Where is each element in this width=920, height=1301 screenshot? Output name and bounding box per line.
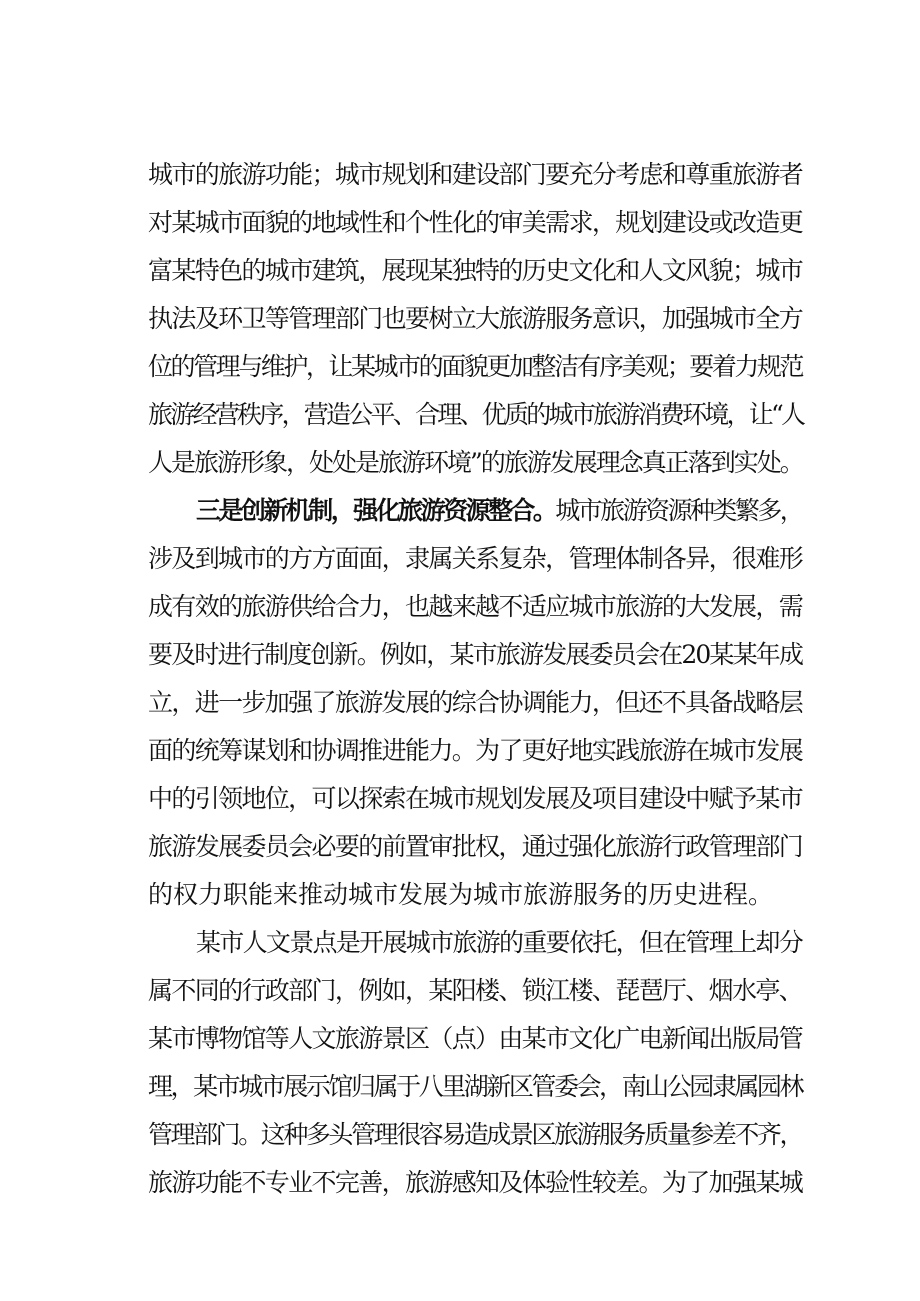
paragraph-2-line-1	[196, 491, 802, 531]
paragraph-3-line-3: 某市博物馆等人文旅游景区（点）由某市文化广电新闻出版局管	[148, 1024, 802, 1053]
paragraph-1-line-1: 城市的旅游功能；城市规划和建设部门要充分考虑和尊重旅游者	[148, 160, 802, 189]
paragraph-3-line-4: 理，某市城市展示馆归属于八里湖新区管委会，南山公园隶属园林	[148, 1072, 802, 1101]
paragraph-2-line-7: 中的引领地位，可以探索在城市规划发展及项目建设中赋予某市	[148, 784, 802, 813]
paragraph-2-line-8: 旅游发展委员会必要的前置审批权，通过强化旅游行政管理部门	[148, 832, 802, 861]
paragraph-1-line-5: 位的管理与维护，让某城市的面貌更加整洁有序美观；要着力规范	[148, 352, 802, 381]
paragraph-2-heading: 三是创新机制，强化旅游资源整合。	[196, 496, 556, 525]
paragraph-1-line-3: 富某特色的城市建筑，展现某独特的历史文化和人文风貌；城市	[148, 256, 802, 285]
paragraph-2-line-9: 的权力职能来推动城市发展为城市旅游服务的历史进程。	[148, 880, 774, 909]
paragraph-2-line-4: 要及时进行制度创新。例如，某市旅游发展委员会在20某某年成	[148, 640, 802, 669]
paragraph-3-line-2: 属不同的行政部门，例如，某阳楼、锁江楼、琵琶厅、烟水亭、	[148, 976, 802, 1005]
paragraph-2-line-6: 面的统筹谋划和协调推进能力。为了更好地实践旅游在城市发展	[148, 736, 802, 765]
paragraph-3-line-1: 某市人文景点是开展城市旅游的重要依托，但在管理上却分	[196, 928, 802, 957]
paragraph-3-line-5: 管理部门。这种多头管理很容易造成景区旅游服务质量参差不齐，	[148, 1120, 802, 1149]
paragraph-1-line-6: 旅游经营秩序，营造公平、合理、优质的城市旅游消费环境，让“人	[148, 400, 804, 429]
paragraph-3-line-6: 旅游功能不专业不完善，旅游感知及体验性较差。为了加强某城	[148, 1168, 802, 1197]
paragraph-1-line-7: 人是旅游形象，处处是旅游环境”的旅游发展理念真正落到实处。	[148, 448, 803, 477]
paragraph-2-line-2: 涉及到城市的方方面面，隶属关系复杂，管理体制各异，很难形	[148, 544, 802, 573]
paragraph-2-first-line-rest: 城市旅游资源种类繁多，	[555, 496, 802, 525]
paragraph-1-line-4: 执法及环卫等管理部门也要树立大旅游服务意识，加强城市全方	[148, 304, 802, 333]
paragraph-1-line-2: 对某城市面貌的地域性和个性化的审美需求，规划建设或改造更	[148, 208, 802, 237]
paragraph-2-line-5: 立，进一步加强了旅游发展的综合协调能力，但还不具备战略层	[148, 688, 802, 717]
paragraph-2-line-3: 成有效的旅游供给合力，也越来越不适应城市旅游的大发展，需	[148, 592, 802, 621]
